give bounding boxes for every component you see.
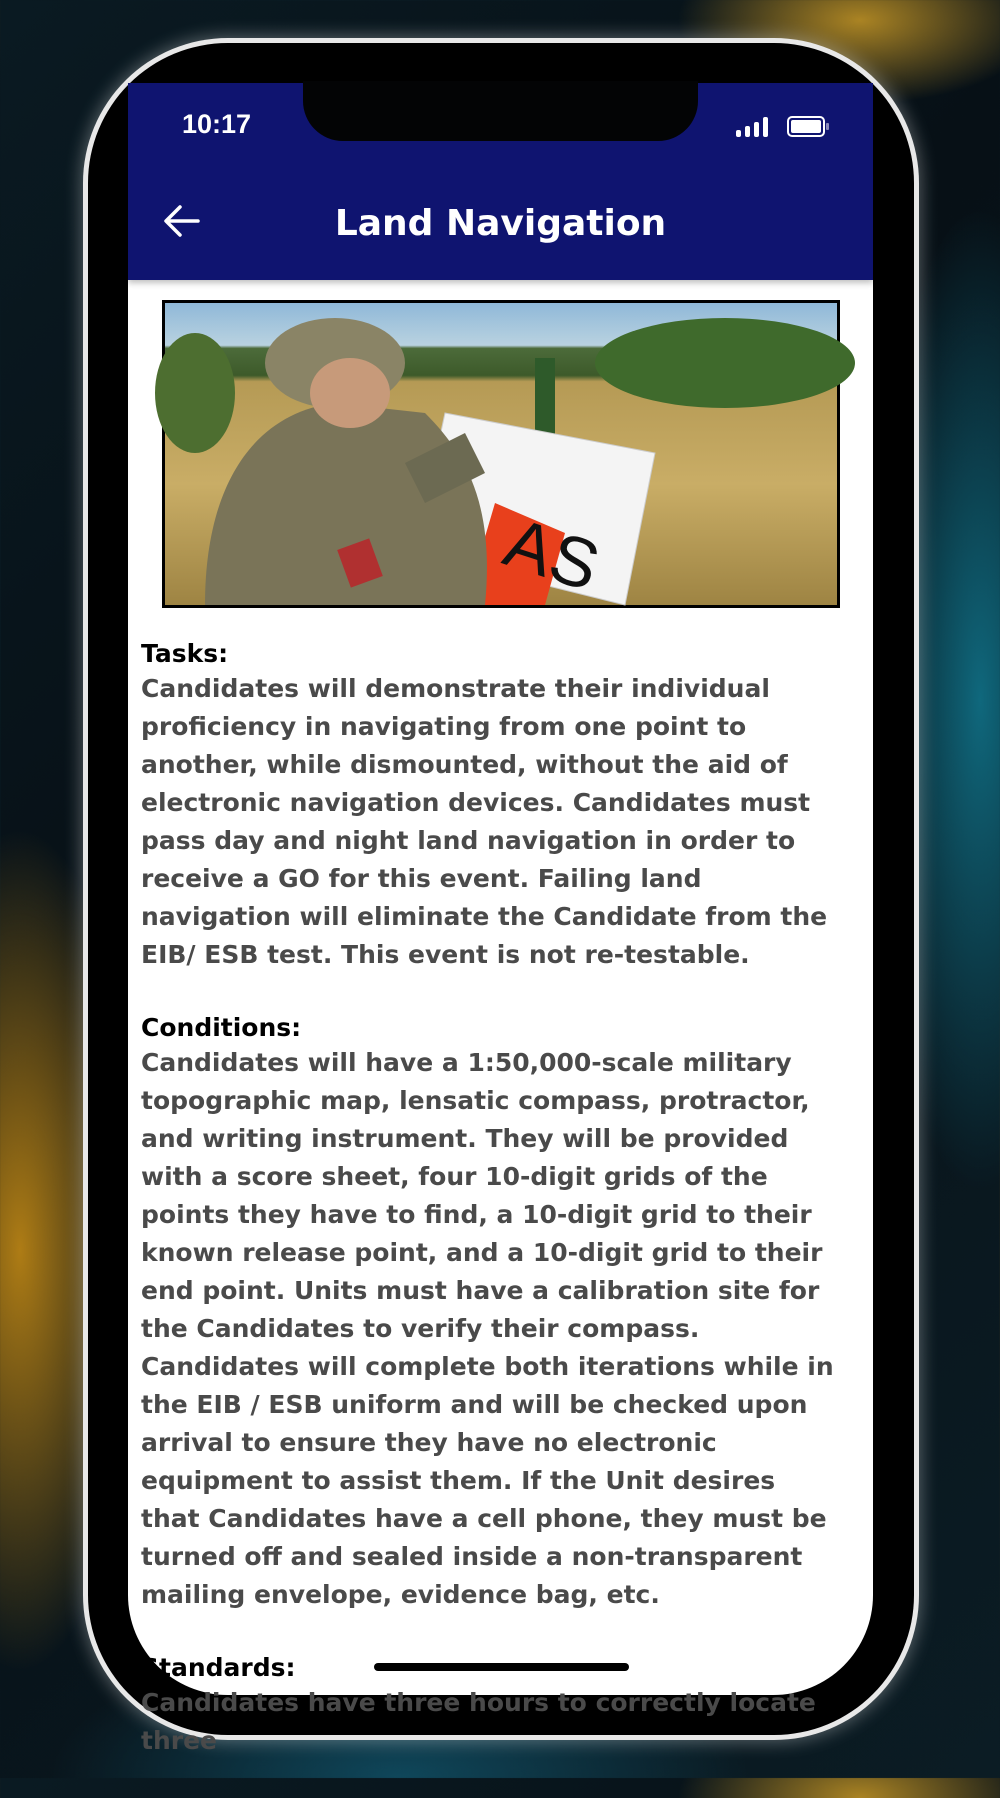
page-title: Land Navigation: [334, 203, 667, 244]
cellular-signal-icon: [736, 117, 768, 137]
conditions-text: Candidates will have a 1:50,000-scale military topographic map, lensatic compass, protractor, and writing instrument. They will be provided with a score sheet, four 10-digit grids of the points they have to find, a 10-digit grid to their known release point, and a 10-digit grid to their end point. Units must have a calibration site for the Candidates to verify their compass. Candidates will complete both iterations while in the EIB / ESB uniform and will be checked upon arrival to ensure they have no electronic equipment to assist them. If the Unit desires that Candidates have a cell phone, they must be turned off and sealed inside a non-transparent mailing envelope, evidence bag, etc.: [141, 1048, 834, 1609]
status-time: 10:17: [182, 109, 252, 139]
conditions-heading: Conditions:: [141, 1013, 302, 1042]
phone-frame: [88, 43, 914, 1755]
photo-illustration: [165, 303, 837, 605]
tasks-heading: Tasks:: [141, 639, 229, 668]
app-screen: [128, 83, 873, 1755]
home-indicator[interactable]: [374, 1663, 629, 1671]
notch: [303, 81, 698, 141]
svg-text:AS: AS: [495, 502, 609, 606]
event-details: [141, 638, 841, 1798]
battery-icon: [787, 116, 825, 137]
standards-heading: Standards:: [141, 1653, 296, 1682]
tasks-text: Candidates will demonstrate their individual proficiency in navigating from one point to another, while dismounted, without the aid of electronic navigation devices. Candidates must pass day and night land navigation in order to receive a GO for this event. Failing land navigation will eliminate the Candidate from the EIB/ ESB test. This event is not re-testable.: [141, 674, 828, 969]
hero-image: [162, 300, 840, 608]
standards-text: Candidates have three hours to correctly locate three: [141, 1688, 816, 1755]
app-header: [128, 83, 873, 280]
